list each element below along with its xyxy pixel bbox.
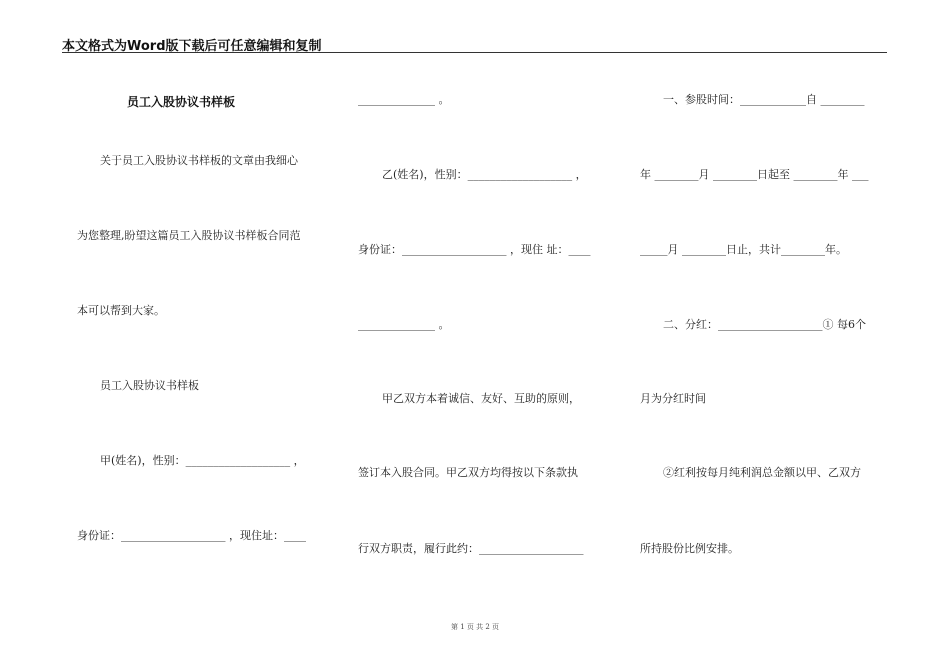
paragraph-line: 甲乙双方本着诚信、友好、互助的原则， [382, 392, 580, 405]
paragraph-line: ______________ 。 [358, 318, 450, 331]
paragraph-line: 乙(姓名)，性别：___________________ ， [382, 168, 587, 181]
paragraph-line: 所持股份比例安排。 [640, 542, 739, 555]
paragraph-line: ______________ 。 [358, 93, 450, 106]
paragraph-line: 员工入股协议书样板 [100, 379, 199, 392]
paragraph-line: 年 ________月 ________日起至 ________年 ___ [640, 168, 869, 181]
paragraph-line: 二、分红：___________________① 每6个 [663, 318, 866, 331]
document-header-title: 本文格式为Word版下载后可任意编辑和复制 [62, 39, 322, 54]
page-number: 第 1 页 共 2 页 [450, 623, 500, 631]
paragraph-line: _____月 ________日止，共计________年。 [640, 243, 847, 256]
document-title: 员工入股协议书样板 [127, 95, 236, 109]
paragraph-line: 身份证：___________________ ，现住址：____ [77, 529, 306, 542]
paragraph-line: ②红利按每月纯利润总金额以甲、乙双方 [663, 466, 861, 479]
paragraph-line: 月为分红时间 [640, 392, 706, 405]
paragraph-line: 行双方职责，履行此约：___________________ [358, 542, 584, 555]
paragraph-line: 本可以帮到大家。 [77, 304, 165, 317]
paragraph-line: 身份证：___________________ ，现住 址：____ [358, 243, 591, 256]
paragraph-line: 甲(姓名)，性别：___________________ ， [100, 454, 305, 467]
paragraph-line: 签订本入股合同。甲乙双方均得按以下条款执 [358, 466, 578, 479]
header-divider [62, 52, 887, 53]
paragraph-line: 为您整理,盼望这篇员工入股协议书样板合同范 [77, 229, 301, 242]
paragraph-line: 关于员工入股协议书样板的文章由我细心 [100, 154, 298, 167]
paragraph-line: 一、参股时间：____________自 ________ [663, 93, 865, 106]
